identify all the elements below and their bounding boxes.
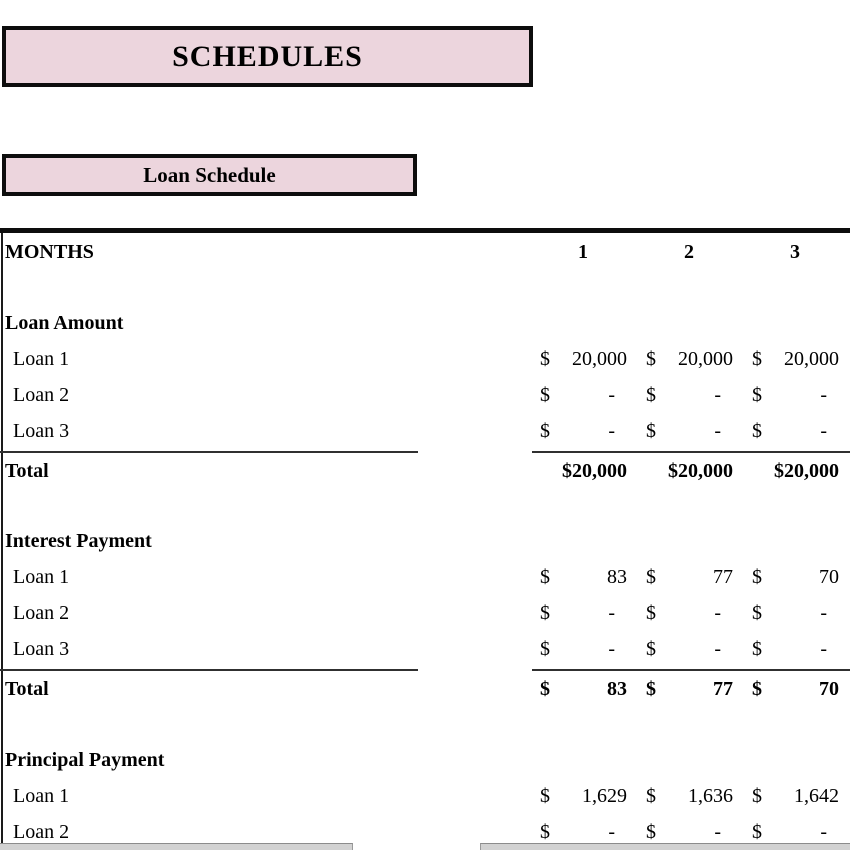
cell-value: -: [714, 419, 721, 442]
amount-cell[interactable]: [636, 778, 742, 814]
currency-symbol: $: [646, 347, 656, 370]
month-number: 3: [790, 240, 800, 263]
table-row-interest-payment-loan-1[interactable]: [0, 559, 848, 595]
currency-symbol: $: [752, 637, 762, 660]
table-top-border: [0, 228, 850, 233]
currency-symbol: $: [752, 601, 762, 624]
currency-symbol: $: [540, 637, 550, 660]
amount-cell[interactable]: [530, 671, 636, 707]
cell-value: 77: [713, 677, 733, 700]
row-label: Loan 1: [13, 784, 70, 807]
currency-symbol: $: [752, 565, 762, 588]
cutoff-gray-bar-right: [480, 843, 850, 850]
amount-cell[interactable]: [636, 377, 742, 413]
amount-cell[interactable]: [530, 377, 636, 413]
cell-value: 83: [607, 677, 627, 700]
cell-value: -: [820, 383, 827, 406]
cell-value: -: [608, 383, 615, 406]
amount-cell[interactable]: [742, 341, 848, 377]
schedules-banner-label: SCHEDULES: [172, 39, 363, 73]
row-label: Loan 2: [13, 383, 70, 406]
row-label-cell[interactable]: [0, 671, 530, 707]
row-label: Loan 3: [13, 637, 70, 660]
table-row-loan-amount-loan-3[interactable]: [0, 413, 848, 449]
cell-value: 20,000: [784, 347, 839, 370]
cell-value: $20,000: [562, 459, 627, 482]
amount-cell[interactable]: [742, 671, 848, 707]
currency-symbol: $: [752, 383, 762, 406]
amount-cell[interactable]: [742, 595, 848, 631]
currency-symbol: $: [646, 784, 656, 807]
section-title-row-loan-amount[interactable]: [0, 305, 848, 341]
cell-value: -: [820, 419, 827, 442]
row-label-cell[interactable]: [0, 742, 530, 778]
months-header-cell[interactable]: [0, 234, 530, 270]
row-label-cell[interactable]: [0, 631, 530, 667]
amount-cell[interactable]: [530, 595, 636, 631]
currency-symbol: $: [646, 677, 656, 700]
row-label: Loan 3: [13, 419, 70, 442]
table-row-interest-payment-loan-3[interactable]: [0, 631, 848, 667]
schedules-banner[interactable]: [2, 26, 533, 87]
month-number: 1: [578, 240, 588, 263]
currency-symbol: $: [752, 347, 762, 370]
amount-cell[interactable]: [636, 631, 742, 667]
row-label-cell[interactable]: [0, 413, 530, 449]
currency-symbol: $: [752, 820, 762, 843]
cell-value: -: [608, 419, 615, 442]
amount-cell[interactable]: [636, 559, 742, 595]
loan-schedule-banner-label: Loan Schedule: [143, 162, 276, 187]
cell-value: 1,636: [688, 784, 733, 807]
amount-cell[interactable]: [636, 413, 742, 449]
cell-value: 1,629: [582, 784, 627, 807]
amount-cell[interactable]: [742, 559, 848, 595]
amount-cell[interactable]: [742, 413, 848, 449]
row-label: Total: [5, 459, 49, 482]
amount-cell[interactable]: [742, 778, 848, 814]
row-label: Loan 2: [13, 601, 70, 624]
amount-cell[interactable]: [742, 631, 848, 667]
cell-value: 70: [819, 565, 839, 588]
currency-symbol: $: [646, 565, 656, 588]
month-column-header-2[interactable]: [636, 234, 742, 270]
table-row-loan-amount-loan-1[interactable]: [0, 341, 848, 377]
amount-cell[interactable]: [530, 778, 636, 814]
row-label: Loan 1: [13, 565, 70, 588]
table-row-principal-payment-loan-1[interactable]: [0, 778, 848, 814]
cell-value: 20,000: [572, 347, 627, 370]
amount-cell[interactable]: [636, 595, 742, 631]
amount-cell[interactable]: [530, 453, 636, 489]
amount-cell[interactable]: [530, 559, 636, 595]
cell-value: -: [608, 820, 615, 843]
month-column-header-3[interactable]: [742, 234, 848, 270]
row-label: Principal Payment: [5, 748, 165, 771]
cell-value: -: [608, 601, 615, 624]
row-label-cell[interactable]: [0, 305, 530, 341]
amount-cell[interactable]: [636, 341, 742, 377]
currency-symbol: $: [646, 419, 656, 442]
cell-value: -: [714, 820, 721, 843]
cell-value: 83: [607, 565, 627, 588]
cell-value: -: [714, 601, 721, 624]
row-label: Interest Payment: [5, 529, 152, 552]
currency-symbol: $: [540, 820, 550, 843]
amount-cell[interactable]: [742, 453, 848, 489]
currency-symbol: $: [646, 637, 656, 660]
row-label-cell[interactable]: [0, 377, 530, 413]
currency-symbol: $: [540, 347, 550, 370]
currency-symbol: $: [540, 565, 550, 588]
amount-cell[interactable]: [742, 377, 848, 413]
amount-cell[interactable]: [530, 413, 636, 449]
table-row-interest-payment-loan-2[interactable]: [0, 595, 848, 631]
amount-cell[interactable]: [530, 631, 636, 667]
row-label-cell[interactable]: [0, 453, 530, 489]
row-label-cell[interactable]: [0, 559, 530, 595]
cell-value: $20,000: [668, 459, 733, 482]
cell-value: 70: [819, 677, 839, 700]
cell-value: 1,642: [794, 784, 839, 807]
total-row-interest-payment[interactable]: [0, 671, 848, 707]
amount-cell[interactable]: [636, 453, 742, 489]
month-column-header-1[interactable]: [530, 234, 636, 270]
months-header-row[interactable]: [0, 234, 848, 270]
section-title-row-principal-payment[interactable]: [0, 742, 848, 778]
currency-symbol: $: [752, 677, 762, 700]
row-label: Loan 1: [13, 347, 70, 370]
row-label: Loan Amount: [5, 311, 124, 334]
cell-value: -: [820, 637, 827, 660]
cell-value: $20,000: [774, 459, 839, 482]
row-label-cell[interactable]: [0, 778, 530, 814]
currency-symbol: $: [646, 820, 656, 843]
cell-value: -: [820, 820, 827, 843]
currency-symbol: $: [540, 383, 550, 406]
total-row-loan-amount[interactable]: [0, 453, 848, 489]
row-label-cell[interactable]: [0, 595, 530, 631]
loan-schedule-banner[interactable]: [2, 154, 417, 196]
cell-value: -: [714, 383, 721, 406]
amount-cell[interactable]: [530, 341, 636, 377]
cell-value: 77: [713, 565, 733, 588]
months-header-label: MONTHS: [5, 240, 94, 263]
row-label-cell[interactable]: [0, 523, 530, 559]
currency-symbol: $: [540, 419, 550, 442]
cell-value: -: [608, 637, 615, 660]
row-label: Total: [5, 677, 49, 700]
currency-symbol: $: [540, 677, 550, 700]
currency-symbol: $: [646, 383, 656, 406]
amount-cell[interactable]: [636, 671, 742, 707]
currency-symbol: $: [646, 601, 656, 624]
row-label-cell[interactable]: [0, 341, 530, 377]
month-number: 2: [684, 240, 694, 263]
table-row-loan-amount-loan-2[interactable]: [0, 377, 848, 413]
cell-value: -: [714, 637, 721, 660]
currency-symbol: $: [752, 419, 762, 442]
cell-value: -: [820, 601, 827, 624]
row-label: Loan 2: [13, 820, 70, 843]
currency-symbol: $: [752, 784, 762, 807]
currency-symbol: $: [540, 601, 550, 624]
cutoff-gray-bar-left: [0, 843, 353, 850]
section-title-row-interest-payment[interactable]: [0, 523, 848, 559]
currency-symbol: $: [540, 784, 550, 807]
cell-value: 20,000: [678, 347, 733, 370]
